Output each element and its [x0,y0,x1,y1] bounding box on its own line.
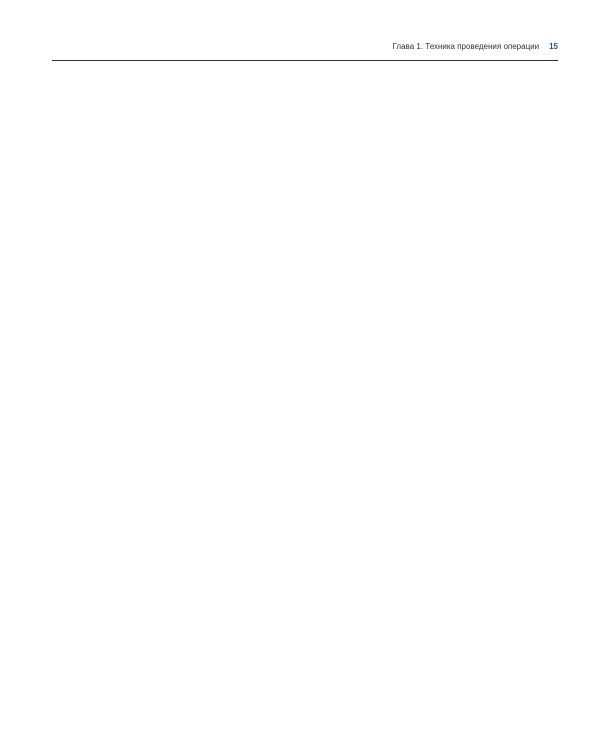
text-column-left [52,68,297,716]
body-text [52,68,558,716]
header-rule [52,60,558,61]
chapter-title: Глава 1. Техника проведения операции [392,42,540,51]
text-column-right [313,68,558,716]
running-header [393,42,558,51]
page-number: 15 [549,42,558,51]
